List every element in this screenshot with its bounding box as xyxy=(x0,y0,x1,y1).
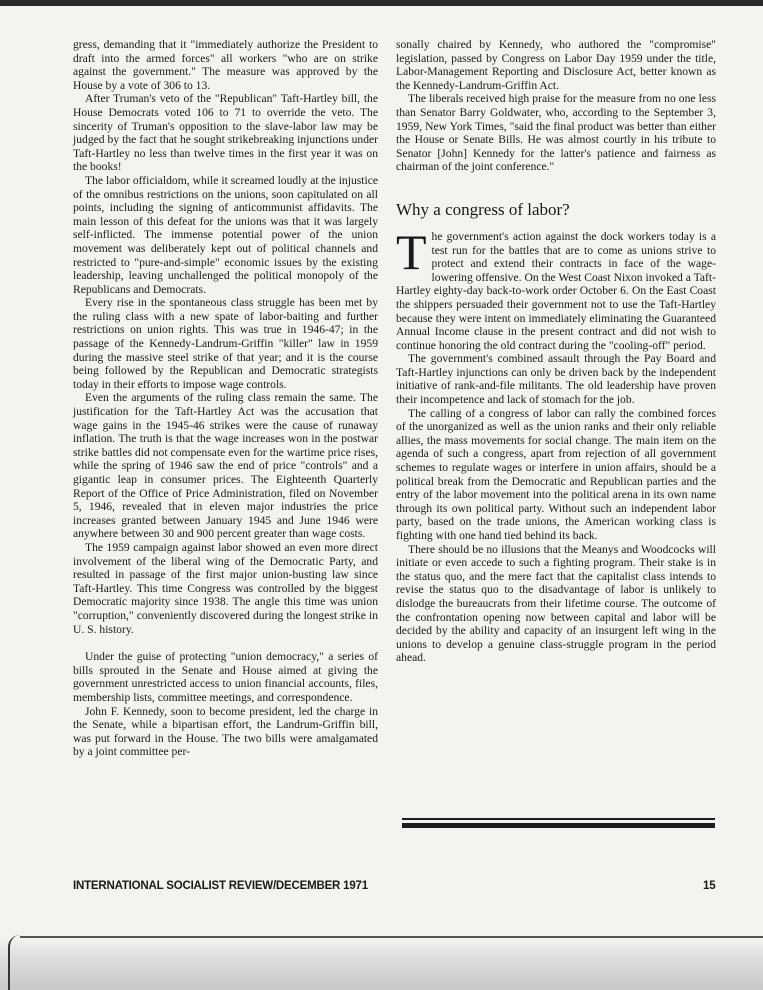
scan-page-curl xyxy=(8,935,24,990)
paragraph: The calling of a congress of labor can rally the combined forces of the unorganized as well as the union ranks and their only reliable allies, the mass movements for social change. The main item on the agenda of such a congress, apart from rejection of all government schemes to regulate wages or interfere in union affairs, should be a political break from the Democratic and Republican parties and the entry of the labor movement into the political arena in its own name through its own political party. Without such an independent labor party, based on the trade unions, the American working class is fighting with one hand tied behind its back. xyxy=(396,406,716,542)
paragraph: The labor officialdom, while it screamed loudly at the injustice of the omnibus restrictions on the unions, soon capitulated on all points, including the signing of anticommunist affidavits. The main lesson of this defeat for the unions was that it was largely self-inflicted. The immense potential power of the union movement was deliberately kept out of political channels and restricted to "pure-and-simple" economic issues by the existing leadership, leaving unchallenged the political monopoly of the Republicans and Democrats. xyxy=(73,173,378,296)
paragraph: sonally chaired by Kennedy, who authored the "compromise" legislation, passed by Congress on Labor Day 1959 under the title, Labor-Management Reporting and Disclosure Act, better known as the Kennedy-Landrum-Griffin Act. xyxy=(396,38,716,92)
dropcap-letter: T xyxy=(396,223,427,280)
section-end-rule-thick xyxy=(402,823,715,828)
paragraph: There should be no illusions that the Meanys and Woodcocks will initiate or even accede to such a fighting program. Their stake is in the status quo, and the mere fact that the capitalist class intends to revise the status quo to the disadvantage of labor is unlikely to dislodge the bureaucrats from their lifetime course. The outcome of the confrontation opening now between capital and labor will be decided by the ability and capacity of an insurgent left wing in the unions to develop a genuine class-struggle program in the period ahead. xyxy=(396,542,716,665)
paragraph: John F. Kennedy, soon to become president, led the charge in the Senate, while a bipartisan effort, the Landrum-Griffin bill, was put forward in the House. The two bills were amalgamated by a joint committee per- xyxy=(73,704,378,759)
paragraph: Under the guise of protecting "union democracy," a series of bills sprouted in the Senate and House aimed at giving the government unrestricted access to union financial accounts, files, membership lists, committee meetings, and correspondence. xyxy=(73,650,378,704)
paragraph: gress, demanding that it "immediately authorize the President to draft into the armed forces" all workers "who are on strike against the government." The measure was approved by the House by a vote of 306 to 13. xyxy=(73,38,378,92)
scan-page-edge xyxy=(20,936,763,938)
page-top-border xyxy=(0,0,763,6)
paragraph-with-dropcap xyxy=(396,223,716,352)
paragraph: Every rise in the spontaneous class struggle has been met by the ruling class with a new spate of labor-baiting and further restrictions on union rights. This was true in 1946-47; in the passage of the Kennedy-Landrum-Griffin "killer" law in 1959 during the massive steel strike of that year; and it is the course being followed by the Republican and Democratic strategists today in their efforts to impose wage controls. xyxy=(73,296,378,391)
paragraph: Even the arguments of the ruling class remain the same. The justification for the Taft-Hartley Act was the accusation that wage gains in the 1945-46 strikes were the cause of runaway inflation. The truth is that the wage increases won in the postwar strike battles did not compensate even for the wartime price rises, while the spring of 1946 saw the end of price "controls" and a gigantic leap in consumer prices. The Eighteenth Quarterly Report of the Office of Price Administration, filed on November 5, 1946, revealed that in eleven major industries the price increases granted between January 1945 and June 1946 were anywhere between 30 and 900 percent greater than wage costs. xyxy=(73,391,378,541)
footer-page-number: 15 xyxy=(703,880,716,892)
paragraph: The government's combined assault through the Pay Board and Taft-Hartley injunctions can only be driven back by the independent initiative of rank-and-file militants. The old leadership have proven their incompetence and lack of stomach for the job. xyxy=(396,352,716,407)
paragraph: After Truman's veto of the "Republican" Taft-Hartley bill, the House Democrats voted 106 to 71 to override the veto. The sincerity of Truman's opposition to the slave-labor law may be judged by the fact that he sought strikebreaking injunctions under Taft-Hartley no less than twelve times in the first year it was on the books! xyxy=(73,92,378,174)
right-column xyxy=(396,38,716,665)
section-heading: Why a congress of labor? xyxy=(396,199,570,219)
paragraph: The liberals received high praise for the measure from no one less than Senator Barry Goldwater, who, according to the September 3, 1959, New York Times, "said the final product was better than either the House or Senate Bills. He was almost courtly in his tribute to Senator [John] Kennedy for the latter's patience and fairness as chairman of the joint conference." xyxy=(396,92,716,174)
scan-bottom-shadow xyxy=(0,938,763,990)
section-end-rule xyxy=(402,818,715,820)
left-column xyxy=(73,38,378,759)
paragraph: The 1959 campaign against labor showed an even more direct involvement of the liberal wing of the Democratic Party, and resulted in passage of the first major union-busting law since Taft-Hartley. This time Congress was controlled by the biggest Democratic majority since 1938. The angle this time was union "corruption," conveniently discovered during the longest strike in U. S. history. xyxy=(73,540,378,636)
paragraph-text: he government's action against the dock workers today is a test run for the battles that are to come as unions strive to protect and extend their contracts in face of the wage-lowering offensive. On the West Coast Nixon invoked a Taft-Hartley eighty-day back-to-work order October 6. On the East Coast the shippers persuaded their government not to use the Taft-Hartley because they were intent on immediately eliminating the Guaranteed Annual Income clause in the present contract and did not wish to continue honoring the old contract during the "cooling-off" period. xyxy=(396,229,716,352)
footer-publication: INTERNATIONAL SOCIALIST REVIEW/DECEMBER 1971 xyxy=(73,880,368,892)
